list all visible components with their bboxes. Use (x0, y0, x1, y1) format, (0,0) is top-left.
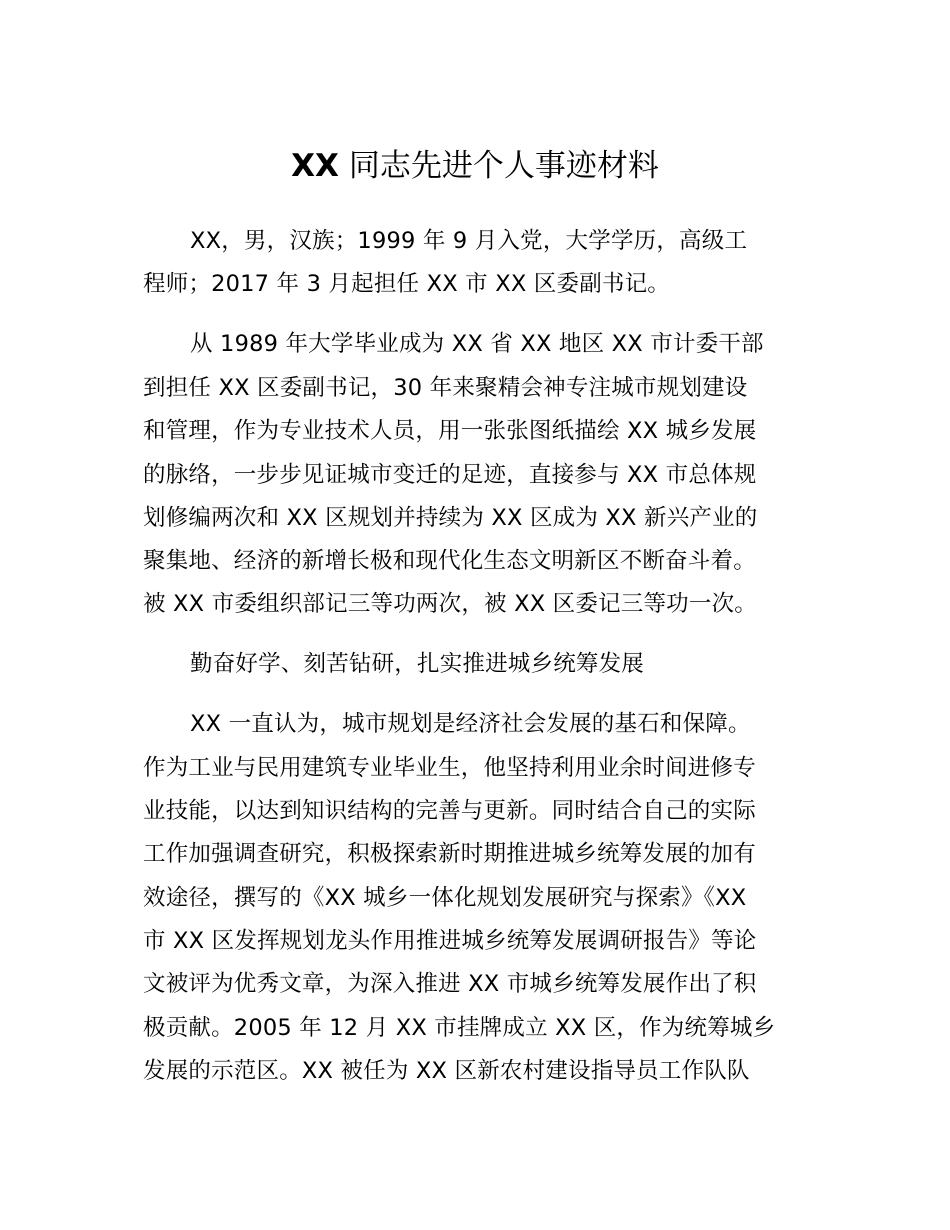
paragraph-2-line-2: 到担任 XX 区委副书记，30 年来聚精会神专注城市规划建设 (143, 375, 748, 401)
paragraph-3-line-3: 业技能，以达到知识结构的完善与更新。同时结合自己的实际 (143, 798, 756, 824)
paragraph-3-line-5: 效途径，撰写的《XX 城乡一体化规划发展研究与探索》《XX (143, 885, 747, 911)
paragraph-3-line-7: 文被评为优秀文章，为深入推进 XX 市城乡统筹发展作出了积 (143, 971, 757, 997)
paragraph-3-line-2: 作为工业与民用建筑专业毕业生，他坚持利用业余时间进修专 (143, 755, 756, 781)
paragraph-2-line-3: 和管理，作为专业技术人员，用一张张图纸描绘 XX 城乡发展 (143, 418, 757, 444)
paragraph-1-line-1: XX，男，汉族；1999 年 9 月入党，大学学历，高级工 (190, 228, 748, 254)
paragraph-2-line-4: 的脉络，一步步见证城市变迁的足迹，直接参与 XX 市总体规 (143, 462, 757, 488)
paragraph-2-line-1: 从 1989 年大学毕业成为 XX 省 XX 地区 XX 市计委干部 (190, 331, 764, 357)
section-heading: 勤奋好学、刻苦钻研，扎实推进城乡统筹发展 (190, 651, 645, 677)
paragraph-3-line-4: 工作加强调查研究，积极探索新时期推进城乡统筹发展的加有 (143, 841, 756, 867)
document-title (0, 142, 950, 190)
paragraph-3-line-8: 极贡献。2005 年 12 月 XX 市挂牌成立 XX 区，作为统筹城乡 (143, 1015, 776, 1041)
paragraph-2-line-6: 聚集地、经济的新增长极和现代化生态文明新区不断奋斗着。 (143, 548, 756, 574)
paragraph-3-line-1: XX 一直认为，城市规划是经济社会发展的基石和保障。 (190, 711, 751, 737)
title-prefix: XX (291, 148, 339, 184)
title-text: 同志先进个人事迹材料 (348, 148, 659, 184)
paragraph-2-line-7: 被 XX 市委组织部记三等功两次，被 XX 区委记三等功一次。 (143, 591, 757, 617)
paragraph-1-line-2: 程师；2017 年 3 月起担任 XX 市 XX 区委副书记。 (143, 271, 670, 297)
paragraph-2-line-5: 划修编两次和 XX 区规划并持续为 XX 区成为 XX 新兴产业的 (143, 505, 758, 531)
paragraph-3-line-9: 发展的示范区。XX 被任为 XX 区新农村建设指导员工作队队 (143, 1058, 750, 1084)
paragraph-3-line-6: 市 XX 区发挥规划龙头作用推进城乡统筹发展调研报告》等论 (143, 928, 757, 954)
